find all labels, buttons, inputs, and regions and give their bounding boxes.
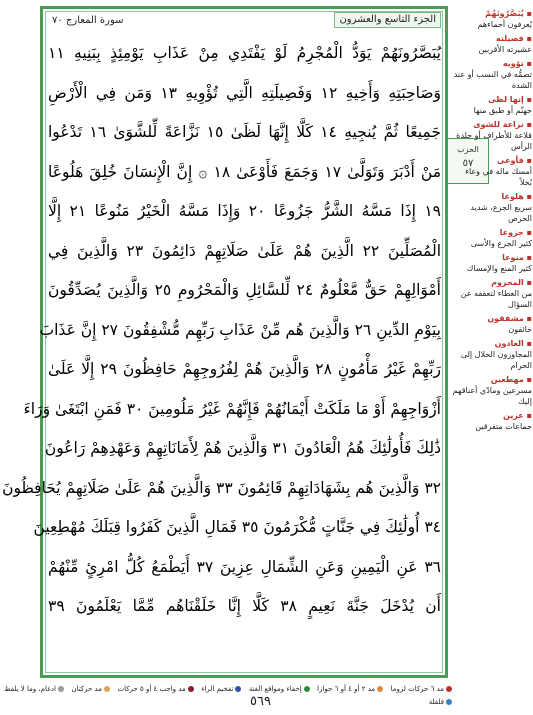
legend-label: إخفاء ومواقع الغنة xyxy=(248,684,302,693)
glossary-word: ▪ المحروم xyxy=(452,277,532,288)
legend-item xyxy=(391,684,452,693)
legend-color-dot xyxy=(446,686,452,692)
glossary-item xyxy=(452,374,532,407)
legend-color-dot xyxy=(188,686,194,692)
glossary-meaning: مسرعين ومادّي أعناقهم إليك xyxy=(452,386,532,406)
text-line: يُبَصَّرُونَهُمْ يَوَدُّ الْمُجْرِمُ لَوْ يَفْتَدِي مِنْ عَذَابِ يَوْمِئِذٍ بِبَنِيهِ ١١ xyxy=(48,44,441,62)
glossary-word: ▪ تؤويه xyxy=(452,58,532,69)
glossary-word: ▪ فصيلته xyxy=(452,33,532,44)
tajweed-legend xyxy=(4,684,452,706)
legend-label: مد ٢ أو ٤ أو ٦ جوازا xyxy=(317,684,376,693)
page-header xyxy=(48,11,441,29)
legend-item xyxy=(429,697,452,706)
glossary-item xyxy=(452,94,532,116)
legend-item xyxy=(71,684,110,693)
legend-label: قلقلة xyxy=(428,697,444,706)
glossary-item xyxy=(452,119,532,152)
text-line: ١٩ إِذَا مَسَّهُ الشَّرُّ جَزُوعًا ٢٠ وَإِذَا مَسَّهُ الْخَيْرُ مَنُوعًا ٢١ إِلَّا xyxy=(48,202,441,220)
glossary-word: ▪ فأوعى xyxy=(452,155,532,166)
glossary-meaning: أمسك ماله في وعاء بُخلاً xyxy=(465,167,532,187)
legend-color-dot xyxy=(446,699,452,705)
glossary-word: ▪ عزين xyxy=(452,410,532,421)
legend-item xyxy=(117,684,193,693)
glossary-item xyxy=(452,33,532,55)
legend-label: مد واجب ٤ أو ٥ حركات xyxy=(117,684,186,693)
text-line: ٣٤ أُولَٰئِكَ فِي جَنَّاتٍ مُّكْرَمُونَ ٣٥ فَمَالِ الَّذِينَ كَفَرُوا قِبَلَكَ مُهْطِعِينَ xyxy=(33,518,441,536)
legend-color-dot xyxy=(58,686,64,692)
legend-color-dot xyxy=(377,686,383,692)
glossary-item xyxy=(452,410,532,432)
glossary-word: ▪ إنها لظى xyxy=(452,94,532,105)
glossary-meaning: من العطاء لتعففه عن السؤال xyxy=(460,289,532,309)
quran-text xyxy=(2,34,442,666)
legend-item xyxy=(201,684,241,693)
text-line: أَن يُدْخَلَ جَنَّةَ نَعِيمٍ ٣٨ كَلَّا إِنَّا خَلَقْنَاهُم مِّمَّا يَعْلَمُونَ ٣٩ xyxy=(48,597,441,615)
glossary-word: ▪ مهطعين xyxy=(452,374,532,385)
glossary-meaning: قلاعة للأطراف أو جلدة الرأس xyxy=(456,131,532,151)
juz-name: الجزء التاسع والعشرون xyxy=(334,12,441,28)
glossary-word: ▪ هلوعا xyxy=(452,191,532,202)
legend-label: ادغام، وما لا يلفظ xyxy=(4,684,56,693)
glossary-item xyxy=(452,155,532,188)
surah-name: سورة المعارج ٧٠ xyxy=(52,14,124,26)
text-line: الْمُصَلِّينَ ٢٢ الَّذِينَ هُمْ عَلَىٰ صَلَاتِهِمْ دَائِمُونَ ٢٣ وَالَّذِينَ فِي xyxy=(48,241,442,260)
legend-color-dot xyxy=(104,686,110,692)
text-line: أَمْوَالِهِمْ حَقٌّ مَّعْلُومٌ ٢٤ لِّلسَّائِلِ وَالْمَحْرُومِ ٢٥ وَالَّذِينَ يُصَدِّقُونَ xyxy=(48,281,441,299)
hizb-label: الحزب xyxy=(457,145,479,154)
glossary-meaning: تضمُّه في النسب أو عند الشدة xyxy=(453,70,532,90)
glossary-item xyxy=(452,277,532,310)
text-line: جَمِيعًا ثُمَّ يُنجِيهِ ١٤ كَلَّا إِنَّهَا لَظَىٰ ١٥ نَزَّاعَةً لِّلشَّوَىٰ ١٦ تَدْعُوا xyxy=(48,123,441,141)
legend-label: مد حركتان xyxy=(71,684,102,693)
glossary-word: ▪ جزوعا xyxy=(452,227,532,238)
glossary-meaning: عشيرته الأقربين xyxy=(478,45,532,54)
text-line: ٣٢ وَالَّذِينَ هُم بِشَهَادَاتِهِمْ قَائِمُونَ ٣٣ وَالَّذِينَ هُمْ عَلَىٰ صَلَاتِهِمْ يُحَافِظُونَ xyxy=(2,478,441,497)
legend-label: مد ٦ حركات لزوما xyxy=(390,684,444,693)
legend-color-dot xyxy=(235,686,241,692)
text-line: ذَٰلِكَ فَأُولَٰئِكَ هُمُ الْعَادُونَ ٣١ وَالَّذِينَ هُمْ لِأَمَانَاتِهِمْ وَعَهْدِهِمْ رَاعُونَ xyxy=(44,439,441,457)
glossary-meaning: خائفون xyxy=(508,325,532,334)
glossary xyxy=(452,8,532,435)
glossary-word: ▪ يُبَصَّرُونَهُمْ xyxy=(452,8,532,19)
glossary-meaning: جماعات متفرقين xyxy=(475,422,532,431)
text-line: ٣٦ عَنِ الْيَمِينِ وَعَنِ الشِّمَالِ عِزِينَ ٣٧ أَيَطْمَعُ كُلُّ امْرِئٍ مِّنْهُمْ xyxy=(48,557,441,576)
glossary-item xyxy=(452,252,532,274)
text-line: رَبِّهِمْ غَيْرُ مَأْمُونٍ ٢٨ وَالَّذِينَ هُمْ لِفُرُوجِهِمْ حَافِظُونَ ٢٩ إِلَّا عَلَىٰ xyxy=(48,360,441,378)
glossary-meaning: سريع الجزع، شديد الحرص xyxy=(470,203,532,223)
glossary-item xyxy=(452,313,532,335)
legend-item xyxy=(249,684,310,693)
glossary-word: ▪ نزاعة للشوى xyxy=(452,119,532,130)
glossary-meaning: كثير الجزع والأسى xyxy=(470,239,532,248)
legend-label: تفخيم الراء xyxy=(201,684,234,693)
glossary-meaning: المجاوزون الحلال إلى الحرام xyxy=(460,350,532,370)
hizb-number: ٥٧ xyxy=(462,158,474,169)
glossary-item xyxy=(452,58,532,91)
text-line: بِيَوْمِ الدِّينِ ٢٦ وَالَّذِينَ هُم مِّنْ عَذَابِ رَبِّهِم مُّشْفِقُونَ ٢٧ إِنَّ عَذَابَ xyxy=(39,320,441,339)
text-line: وَصَاحِبَتِهِ وَأَخِيهِ ١٢ وَفَصِيلَتِهِ الَّتِي تُؤْوِيهِ ١٣ وَمَن فِي الْأَرْضِ xyxy=(48,83,441,102)
legend-item xyxy=(317,684,383,693)
glossary-word: ▪ العادون xyxy=(452,338,532,349)
glossary-item xyxy=(452,227,532,249)
text-line: أَزْوَاجِهِمْ أَوْ مَا مَلَكَتْ أَيْمَانُهُمْ فَإِنَّهُمْ غَيْرُ مَلُومِينَ ٣٠ فَمَنِ ابْتَغَىٰ وَرَاءَ xyxy=(23,399,441,418)
glossary-item xyxy=(452,8,532,30)
page-number: ٥٦٩ xyxy=(250,694,271,709)
glossary-meaning: جهنّم أو طبق منها xyxy=(473,106,532,115)
legend-item xyxy=(4,684,64,693)
glossary-meaning: يُعرفون أحماءهم xyxy=(477,20,532,29)
text-line: مَنْ أَدْبَرَ وَتَوَلَّىٰ ١٧ وَجَمَعَ فَأَوْعَىٰ ١٨ ۞ إِنَّ الْإِنسَانَ خُلِقَ هَلُوعًا xyxy=(48,162,441,181)
glossary-word: ▪ مشفقون xyxy=(452,313,532,324)
glossary-item xyxy=(452,191,532,224)
glossary-item xyxy=(452,338,532,371)
glossary-word: ▪ منوعا xyxy=(452,252,532,263)
legend-color-dot xyxy=(304,686,310,692)
glossary-meaning: كثير المنع والإمساك xyxy=(466,264,532,273)
